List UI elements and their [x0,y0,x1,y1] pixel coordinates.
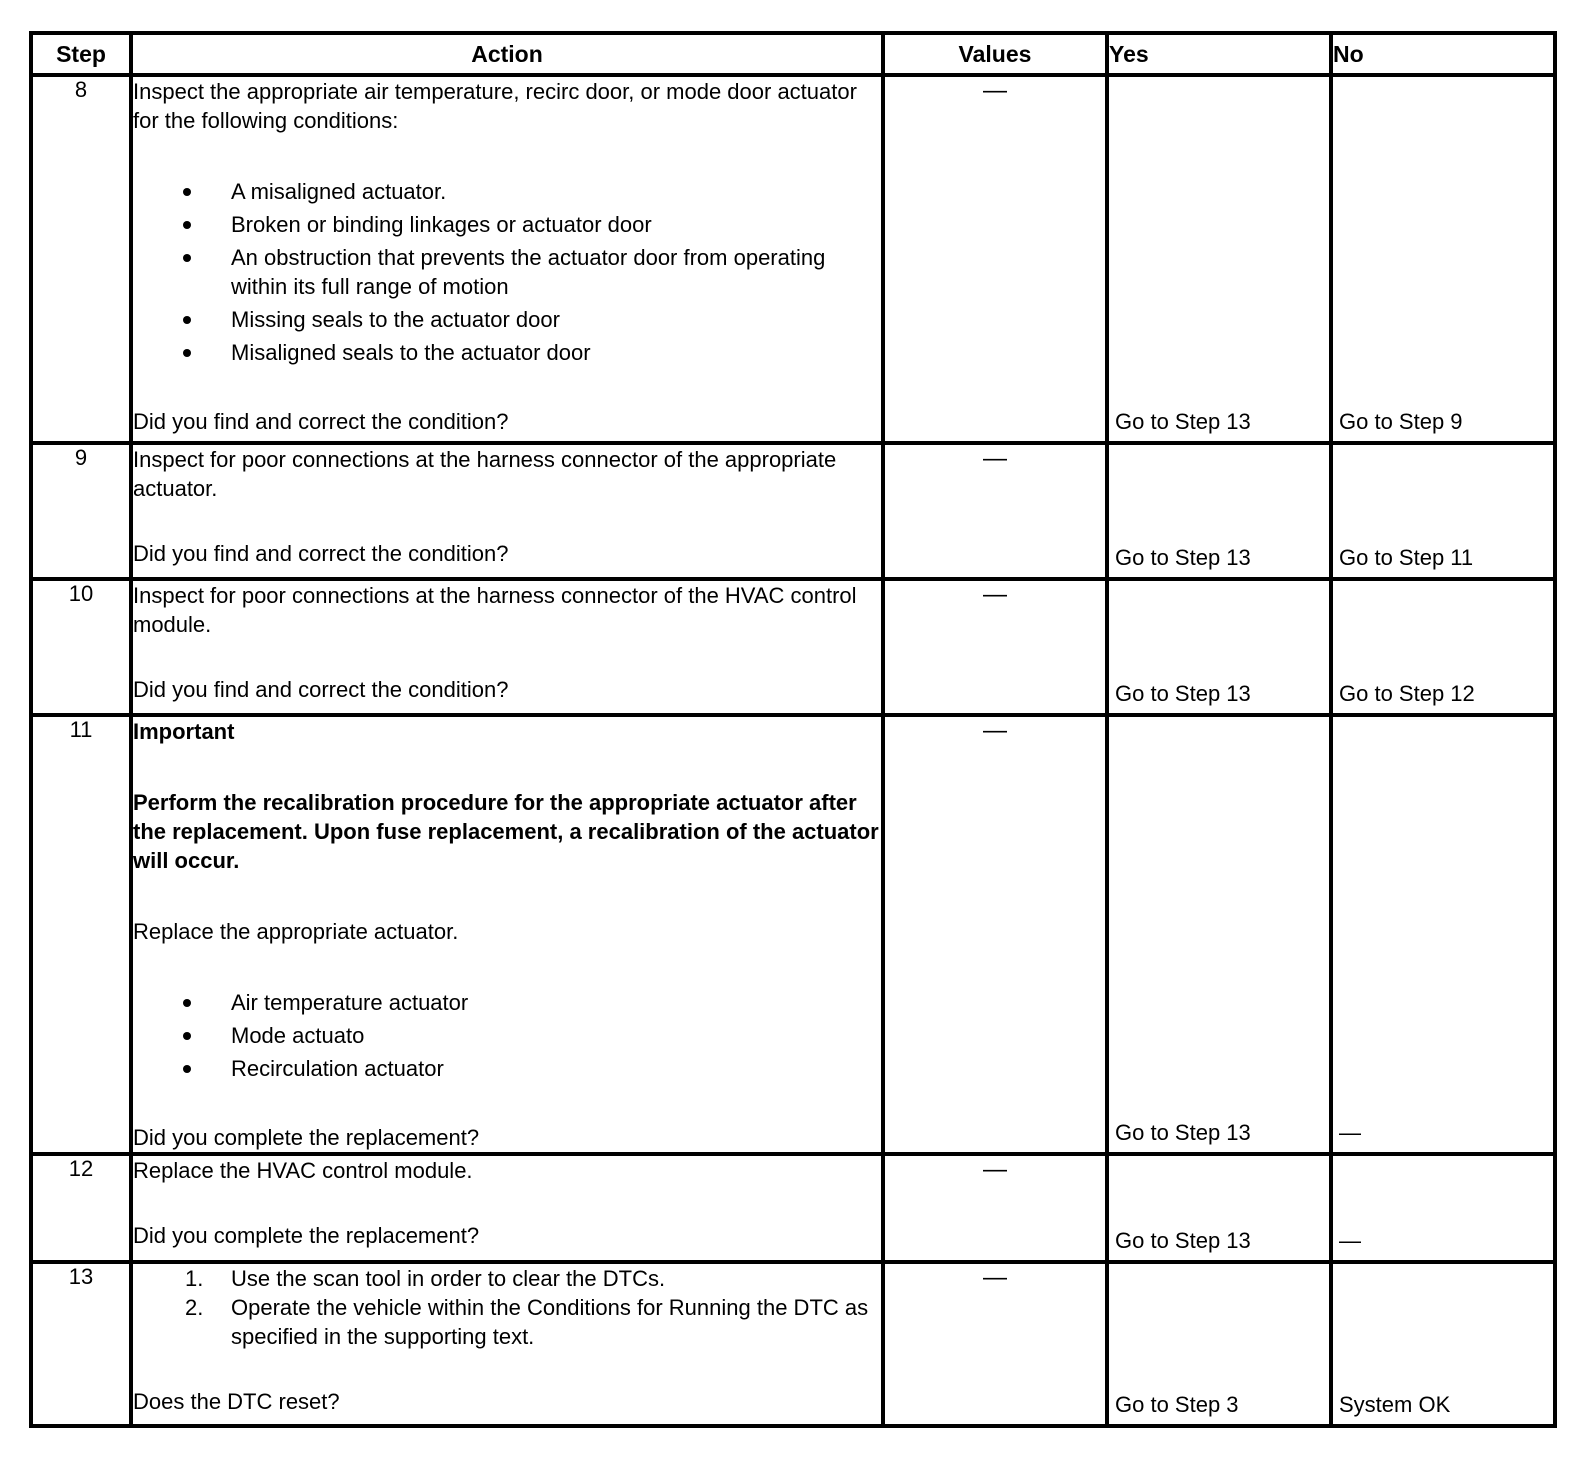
list-item [133,210,881,239]
numbered-steps [133,1264,881,1351]
no-cell [1331,75,1555,443]
condition-list [133,177,881,367]
step-index: 2. [185,1295,204,1320]
values-cell: — [883,75,1107,443]
yes-target: Go to Step 13 [1115,545,1251,570]
list-item [133,305,881,334]
no-target: System OK [1339,1392,1451,1417]
bullet-icon [183,254,191,262]
step-number: 10 [31,579,131,715]
list-item-text: Misaligned seals to the actuator door [231,340,591,365]
list-item [133,1054,881,1083]
list-item [133,1021,881,1050]
action-intro: Replace the appropriate actuator. [133,919,459,944]
action-cell [131,1154,883,1262]
no-target: — [1339,1228,1361,1253]
step-number: 11 [31,715,131,1154]
list-item-text: Operate the vehicle within the Conditions for Running the DTC as specified in the supporting text. [231,1295,869,1349]
yes-cell [1107,75,1331,443]
action-question: Did you find and correct the condition? [133,541,509,566]
list-item-text: Missing seals to the actuator door [231,307,560,332]
yes-cell [1107,443,1331,579]
action-intro: Inspect for poor connections at the harness connector of the HVAC control module. [133,583,857,637]
step-number: 12 [31,1154,131,1262]
action-question: Did you complete the replacement? [133,1125,480,1150]
action-cell [131,75,883,443]
yes-target: Go to Step 13 [1115,681,1251,706]
no-cell [1331,1154,1555,1262]
list-item-text: Air temperature actuator [231,990,469,1015]
yes-target: Go to Step 13 [1115,409,1251,434]
step-number: 13 [31,1262,131,1426]
step-number: 9 [31,443,131,579]
yes-cell [1107,579,1331,715]
yes-target: Go to Step 3 [1115,1392,1239,1417]
action-question: Did you complete the replacement? [133,1223,480,1248]
list-item [133,1264,881,1293]
no-cell [1331,443,1555,579]
values-cell: — [883,715,1107,1154]
no-target: Go to Step 11 [1339,545,1474,570]
yes-target: Go to Step 13 [1115,1120,1251,1145]
action-intro: Replace the HVAC control module. [133,1158,473,1183]
header-no: No [1331,33,1555,75]
no-target: Go to Step 12 [1339,681,1475,706]
bullet-icon [183,349,191,357]
no-cell [1331,1262,1555,1426]
table-row [31,715,1555,1154]
list-item [133,177,881,206]
action-cell [131,715,883,1154]
actuator-list [133,988,881,1083]
step-number: 8 [31,75,131,443]
header-action: Action [131,33,883,75]
list-item-text: An obstruction that prevents the actuator door from operating within its full range of motion [231,245,826,299]
bullet-icon [183,1065,191,1073]
bullet-icon [183,999,191,1007]
header-values: Values [883,33,1107,75]
action-intro: Inspect the appropriate air temperature, recirc door, or mode door actuator for the following conditions: [133,79,857,133]
action-cell [131,579,883,715]
bullet-icon [183,1032,191,1040]
bullet-icon [183,221,191,229]
no-target: Go to Step 9 [1339,409,1463,434]
list-item-text: Mode actuato [231,1023,365,1048]
list-item-text: Broken or binding linkages or actuator door [231,212,652,237]
bullet-icon [183,188,191,196]
values-cell: — [883,443,1107,579]
list-item [133,243,881,301]
table-row [31,1154,1555,1262]
yes-cell [1107,715,1331,1154]
header-step: Step [31,33,131,75]
diagnostic-table [29,31,1557,1428]
yes-cell [1107,1262,1331,1426]
action-cell [131,443,883,579]
table-row [31,579,1555,715]
important-note: Perform the recalibration procedure for the appropriate actuator after the replacement. Upon fuse replacement, a recalibration of the actuator will occur. [133,790,879,873]
values-cell: — [883,1154,1107,1262]
action-intro: Inspect for poor connections at the harness connector of the appropriate actuator. [133,447,837,501]
table-row [31,1262,1555,1426]
no-cell [1331,579,1555,715]
important-label: Important [133,719,235,744]
list-item-text: Recirculation actuator [231,1056,444,1081]
table-row [31,75,1555,443]
list-item-text: Use the scan tool in order to clear the DTCs. [231,1266,666,1291]
list-item [133,988,881,1017]
table-header-row [31,33,1555,75]
no-target: — [1339,1120,1361,1145]
step-index: 1. [185,1266,204,1291]
action-cell [131,1262,883,1426]
yes-target: Go to Step 13 [1115,1228,1251,1253]
list-item [133,1293,881,1351]
action-question: Does the DTC reset? [133,1389,340,1414]
values-cell: — [883,579,1107,715]
bullet-icon [183,316,191,324]
no-cell [1331,715,1555,1154]
values-cell: — [883,1262,1107,1426]
action-question: Did you find and correct the condition? [133,677,509,702]
list-item-text: A misaligned actuator. [231,179,447,204]
header-yes: Yes [1107,33,1331,75]
list-item [133,338,881,367]
table-row [31,443,1555,579]
yes-cell [1107,1154,1331,1262]
action-question: Did you find and correct the condition? [133,409,509,434]
